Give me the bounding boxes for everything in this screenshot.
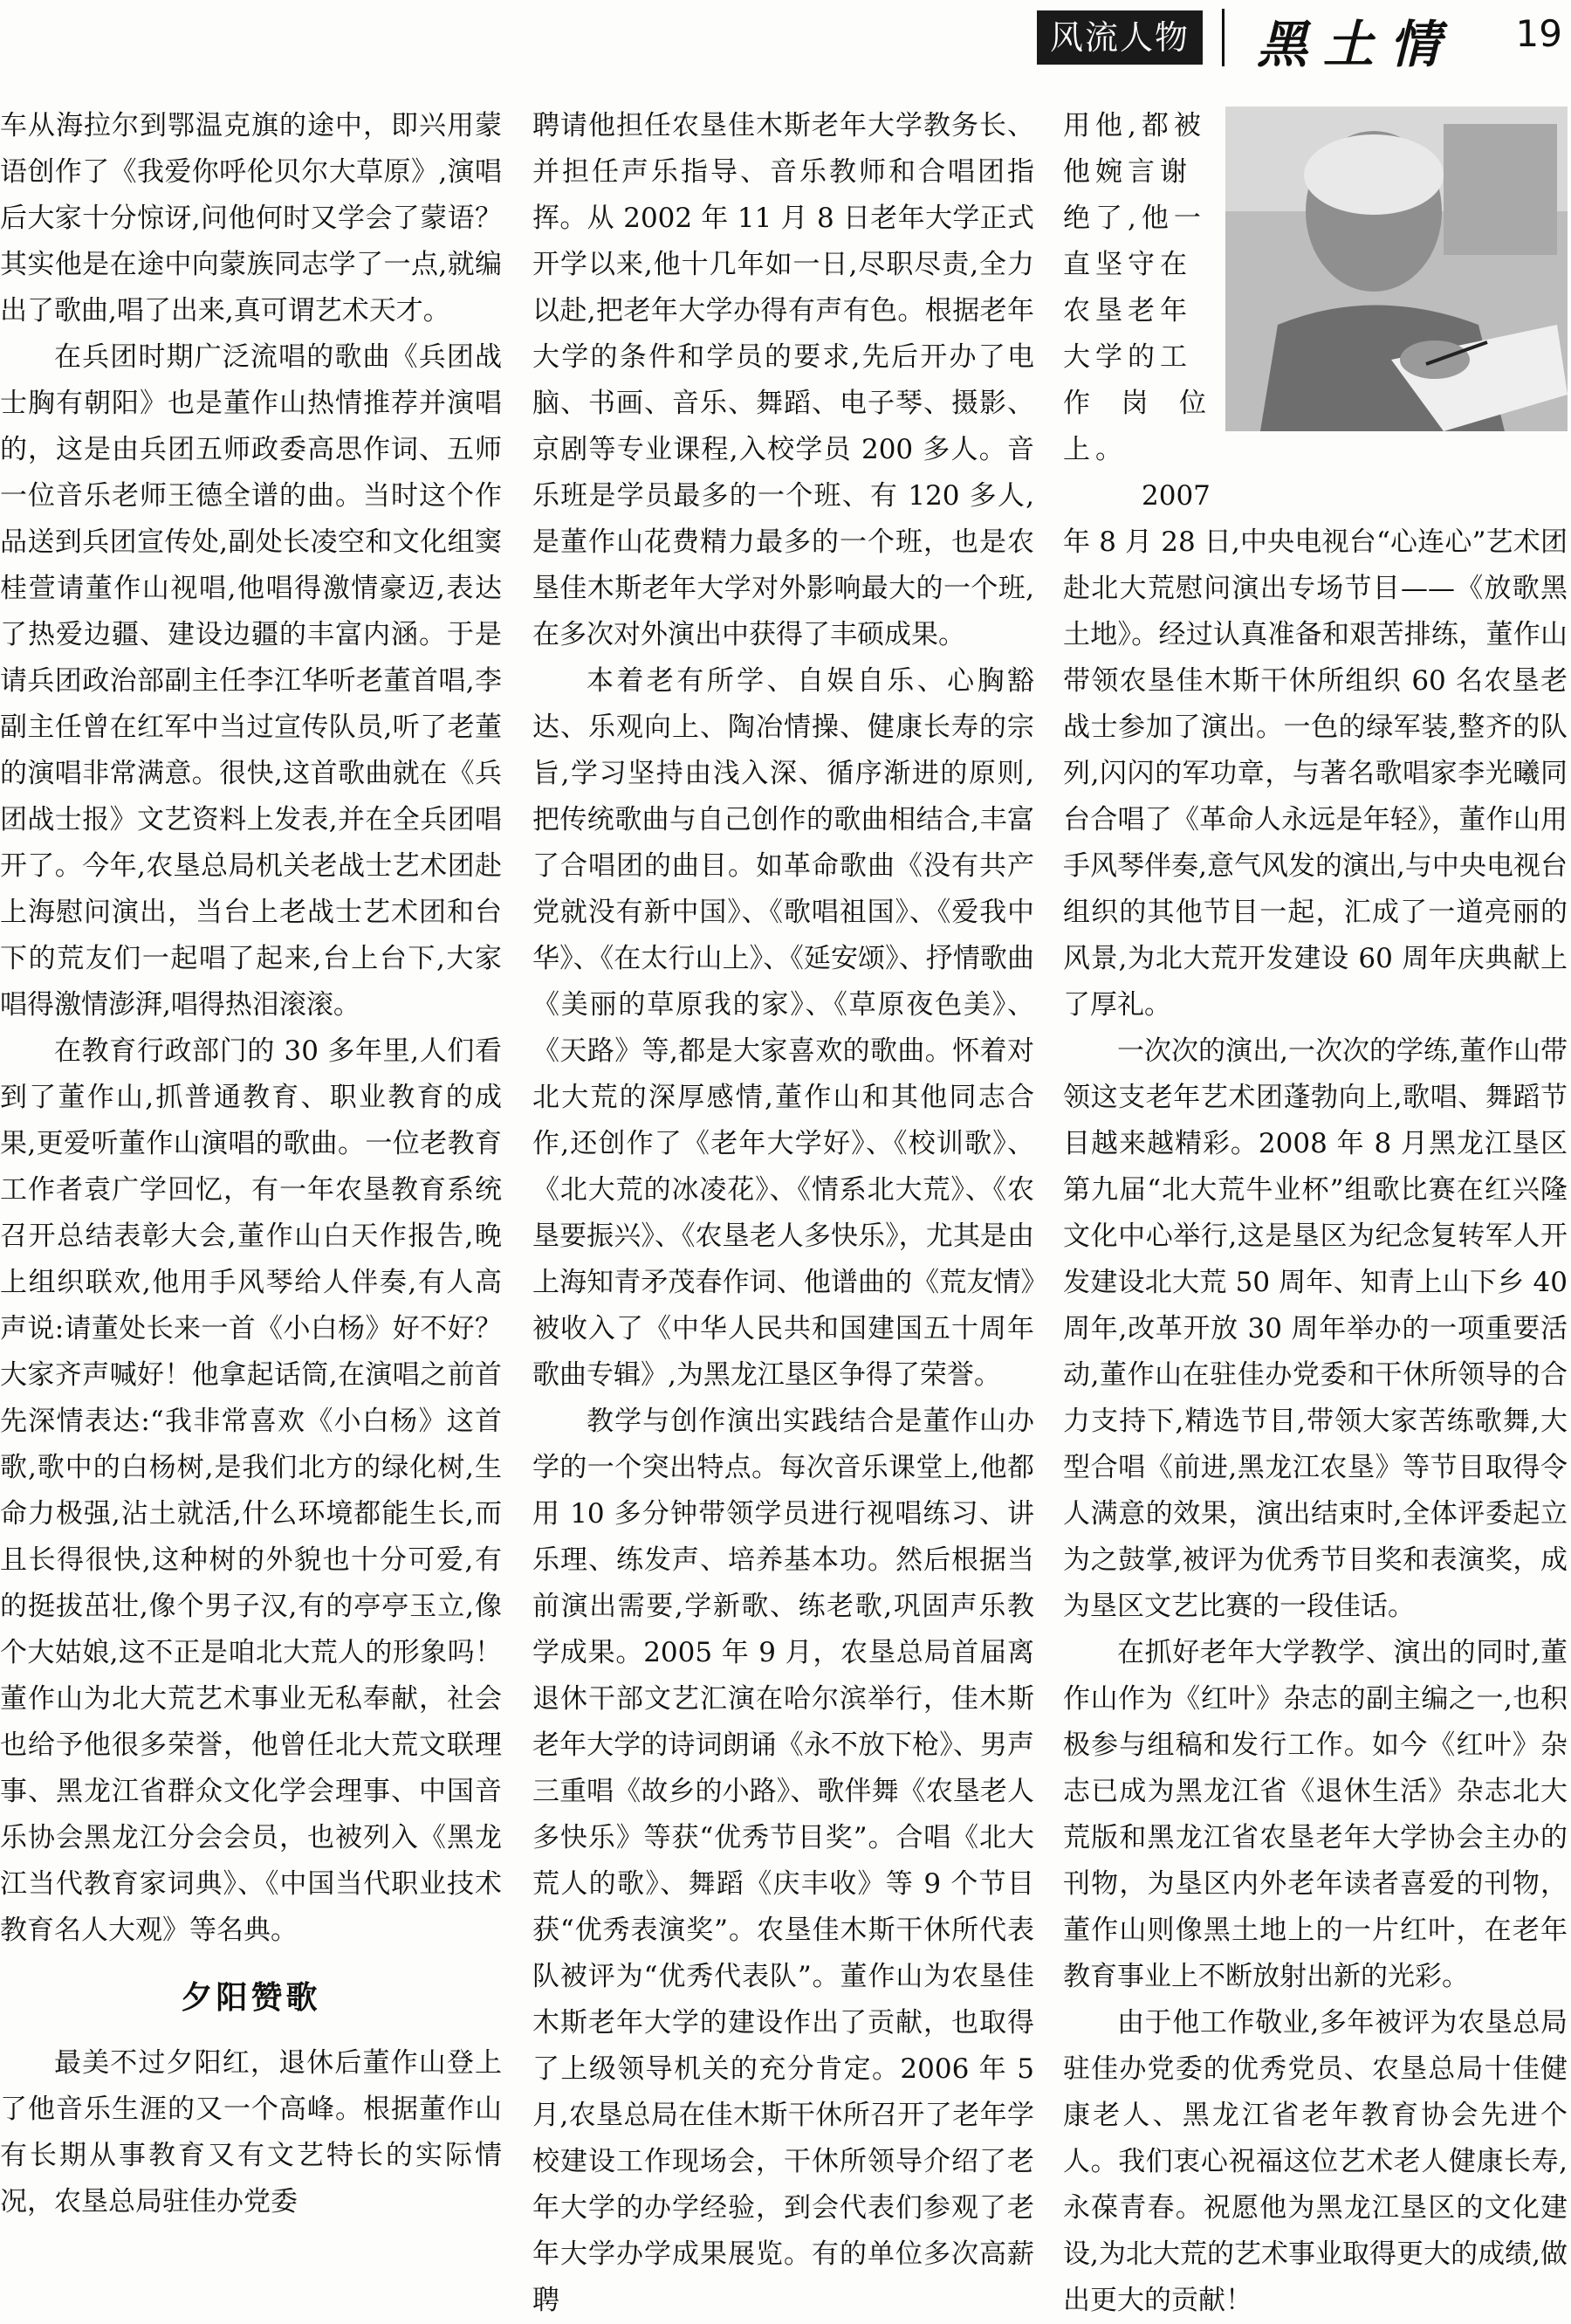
lead-line: 用他,都被 — [1063, 110, 1206, 141]
paragraph: 在抓好老年大学教学、演出的同时,董作山作为《红叶》杂志的副主编之一,也积极参与组稿和发行工作。如今《红叶》杂志已成为黑龙江省《退休生活》杂志北大荒版和黑龙江省农垦老年大学协会主办的刊物，为垦区内外老年读者喜爱的刊物，董作山则像黑土地上的一片红叶，在老年教育事业上不断放射出新的光彩。 — [1063, 1637, 1568, 1992]
column-2 — [532, 103, 1034, 2324]
portrait-image — [1225, 107, 1568, 431]
column-3 — [1063, 103, 1568, 2324]
lead-line: 直坚守在 — [1063, 249, 1192, 280]
paragraph: 在教育行政部门的 30 多年里,人们看到了董作山,抓普通教育、职业教育的成果,更爱听董作山演唱的歌曲。一位老教育工作者袁广学回忆，有一年农垦教育系统召开总结表彰大会,董作山白天作报告,晚上组织联欢,他用手风琴给人伴奏,有人高声说:请董处长来一首《小白杨》好不好？大家齐声喊好！他拿起话筒,在演唱之前首先深情表达:“我非常喜欢《小白杨》这首歌,歌中的白杨树,是我们北方的绿化树,生命力极强,沾土就活,什么环境都能生长,而且长得很快,这种树的外貌也十分可爱,有的挺拔茁壮,像个男子汉,有的亭亭玉立,像个大姑娘,这不正是咱北大荒人的形象吗！董作山为北大荒艺术事业无私奉献，社会也给予他很多荣誉，他曾任北大荒文联理事、黑龙江省群众文化学会理事、中国音乐协会黑龙江分会会员，也被列入《黑龙江当代教育家词典》、《中国当代职业技术教育名人大观》等名典。 — [0, 1035, 502, 1946]
paragraph: 由于他工作敬业,多年被评为农垦总局驻佳办党委的优秀党员、农垦总局十佳健康老人、黑龙江省老年教育协会先进个人。我们衷心祝福这位艺术老人健康长寿,永葆青春。祝愿他为黑龙江垦区的文化建设,为北大荒的艺术事业取得更大的成绩,做出更大的贡献！ — [1063, 2007, 1568, 2316]
paragraph: 最美不过夕阳红，退休后董作山登上了他音乐生涯的又一个高峰。根据董作山有长期从事教育又有文艺特长的实际情况，农垦总局驻佳办党委 — [0, 2047, 502, 2217]
page-header — [0, 0, 1571, 79]
paragraph: 聘请他担任农垦佳木斯老年大学教务长、并担任声乐指导、音乐教师和合唱团指挥。从 2002 年 11 月 8 日老年大学正式开学以来,他十几年如一日,尽职尽责,全力以赴,把老年大学办得有声有色。根据老年大学的条件和学员的要求,先后开办了电脑、书画、音乐、舞蹈、电子琴、摄影、京剧等专业课程,入校学员 200 多人。音乐班是学员最多的一个班、有 120 多人,是董作山花费精力最多的一个班，也是农垦佳木斯老年大学对外影响最大的一个班,在多次对外演出中获得了丰硕成果。 — [532, 110, 1034, 650]
paragraph: 一次次的演出,一次次的学练,董作山带领这支老年艺术团蓬勃向上,歌唱、舞蹈节目越来越精彩。2008 年 8 月黑龙江垦区第九届“北大荒牛业杯”组歌比赛在红兴隆文化中心举行,这是垦区为纪念复转军人开发建设北大荒 50 周年、知青上山下乡 40 周年,改革开放 30 周年举办的一项重要活动,董作山在驻佳办党委和干休所领导的合力支持下,精选节目,带领大家苦练歌舞,大型合唱《前进,黑龙江农垦》等节目取得令人满意的效果，演出结束时,全体评委起立为之鼓掌,被评为优秀节目奖和表演奖，成为垦区文艺比赛的一段佳话。 — [1063, 1035, 1568, 1622]
column-1 — [0, 103, 502, 2225]
lead-year: 2007 — [1142, 480, 1211, 512]
magazine-title: 黑土情 — [1257, 15, 1457, 74]
lead-line: 作岗位上。 — [1063, 388, 1211, 465]
lead-line: 大学的工 — [1063, 341, 1192, 373]
page-number: 19 — [1515, 12, 1562, 55]
portrait-photo — [1225, 107, 1568, 431]
paragraph: 本着老有所学、自娱自乐、心胸豁达、乐观向上、陶冶情操、健康长寿的宗旨,学习坚持由浅入深、循序渐进的原则,把传统歌曲与自己创作的歌曲相结合,丰富了合唱团的曲目。如革命歌曲《没有共产党就没有新中国》、《歌唱祖国》、《爱我中华》、《在太行山上》、《延安颂》、抒情歌曲《美丽的草原我的家》、《草原夜色美》、《天路》等,都是大家喜欢的歌曲。怀着对北大荒的深厚感情,董作山和其他同志合作,还创作了《老年大学好》、《校训歌》、《北大荒的冰凌花》、《情系北大荒》、《农垦要振兴》、《农垦老人多快乐》，尤其是由上海知青矛茂春作词、他谱曲的《荒友情》被收入了《中华人民共和国建国五十周年歌曲专辑》,为黑龙江垦区争得了荣誉。 — [532, 665, 1034, 1391]
section-tag: 风流人物 — [1037, 10, 1203, 65]
paragraph: 在兵团时期广泛流唱的歌曲《兵团战士胸有朝阳》也是董作山热情推荐并演唱的，这是由兵团五师政委高思作词、五师一位音乐老师王德全谱的曲。当时这个作品送到兵团宣传处,副处长凌空和文化组窦桂萱请董作山视唱,他唱得激情豪迈,表达了热爱边疆、建设边疆的丰富内涵。于是请兵团政治部副主任李江华听老董首唱,李副主任曾在红军中当过宣传队员,听了老董的演唱非常满意。很快,这首歌曲就在《兵团战士报》文艺资料上发表,并在全兵团唱开了。今年,农垦总局机关老战士艺术团赴上海慰问演出，当台上老战士艺术团和台下的荒友们一起唱了起来,台上台下,大家唱得激情澎湃,唱得热泪滚滚。 — [0, 341, 502, 1021]
header-divider — [1222, 9, 1225, 66]
paragraph-text: 年 8 月 28 日,中央电视台“心连心”艺术团赴北大荒慰问演出专场节目——《放歌黑土地》。经过认真准备和艰苦排练，董作山带领农垦佳木斯干休所组织 60 名农垦老战士参加了演出。一色的绿军装,整齐的队列,闪闪的军功章，与著名歌唱家李光曦同台合唱了《革命人永远是年轻》，董作山用手风琴伴奏,意气风发的演出,与中央电视台组织的其他节目一起，汇成了一道亮丽的风景,为北大荒开发建设 60 周年庆典献上了厚礼。 — [1063, 526, 1568, 1021]
paragraph: 教学与创作演出实践结合是董作山办学的一个突出特点。每次音乐课堂上,他都用 10 多分钟带领学员进行视唱练习、讲乐理、练发声、培养基本功。然后根据当前演出需要,学新歌、练老歌,巩固声乐教学成果。2005 年 9 月，农垦总局首届离退休干部文艺汇演在哈尔滨举行，佳木斯老年大学的诗词朗诵《永不放下枪》、男声三重唱《故乡的小路》、歌伴舞《农垦老人多快乐》等获“优秀节目奖”。合唱《北大荒人的歌》、舞蹈《庆丰收》等 9 个节目获“优秀表演奖”。农垦佳木斯干休所代表队被评为“优秀代表队”。董作山为农垦佳木斯老年大学的建设作出了贡献，也取得了上级领导机关的充分肯定。2006 年 5 月,农垦总局在佳木斯干休所召开了老年学校建设工作现场会，干休所领导介绍了老年大学的办学经验，到会代表们参观了老年大学办学成果展览。有的单位多次高薪聘 — [532, 1406, 1034, 2316]
lead-line: 他婉言谢 — [1063, 156, 1192, 188]
lead-line: 农垦老年 — [1063, 295, 1192, 327]
section-heading: 夕阳赞歌 — [181, 1980, 321, 2016]
lead-line: 绝了,他一 — [1063, 203, 1206, 234]
paragraph: 车从海拉尔到鄂温克旗的途中，即兴用蒙语创作了《我爱你呼伦贝尔大草原》,演唱后大家十分惊讶,问他何时又学会了蒙语？其实他是在途中向蒙族同志学了一点,就编出了歌曲,唱了出来,真可谓艺术天才。 — [0, 110, 502, 327]
